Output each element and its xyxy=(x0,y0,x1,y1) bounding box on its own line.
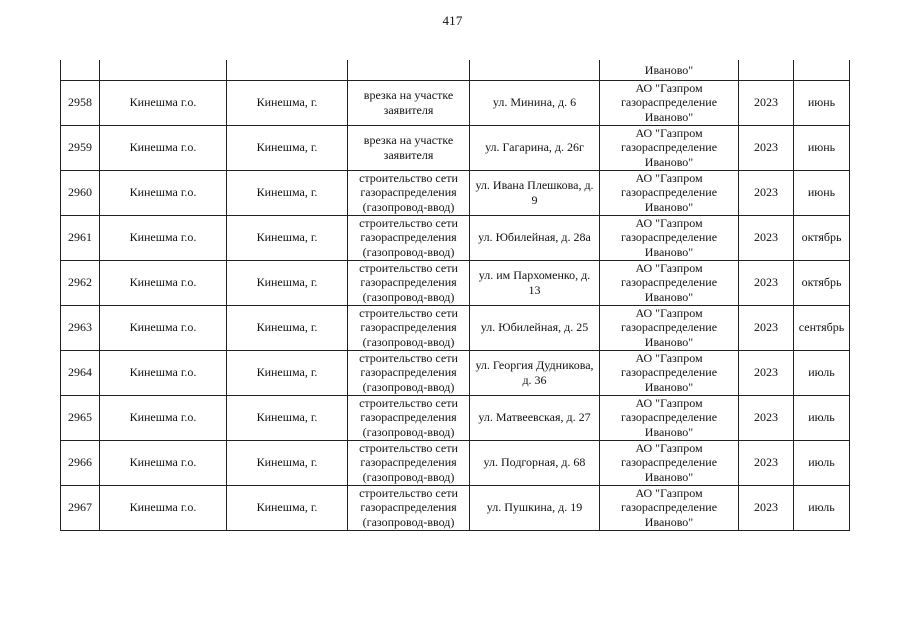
table-row xyxy=(61,125,850,170)
cell-organization: АО "Газпром газораспределение Иваново" xyxy=(600,305,739,350)
cell-settlement xyxy=(227,60,348,80)
cell-number: 2959 xyxy=(61,125,100,170)
cell-address: ул. Гагарина, д. 26г xyxy=(470,125,600,170)
cell-month: июль xyxy=(794,485,850,530)
cell-number xyxy=(61,60,100,80)
table-row xyxy=(61,215,850,260)
cell-settlement: Кинешма, г. xyxy=(227,125,348,170)
cell-month: июль xyxy=(794,440,850,485)
cell-number: 2962 xyxy=(61,260,100,305)
cell-work xyxy=(348,60,470,80)
cell-address: ул. им Пархоменко, д. 13 xyxy=(470,260,600,305)
cell-number: 2965 xyxy=(61,395,100,440)
cell-year: 2023 xyxy=(739,305,794,350)
cell-work: врезка на участке заявителя xyxy=(348,125,470,170)
cell-district: Кинешма г.о. xyxy=(100,485,227,530)
cell-year: 2023 xyxy=(739,485,794,530)
cell-month: июнь xyxy=(794,125,850,170)
cell-address: ул. Матвеевская, д. 27 xyxy=(470,395,600,440)
cell-address: ул. Юбилейная, д. 28а xyxy=(470,215,600,260)
cell-work: врезка на участке заявителя xyxy=(348,80,470,125)
cell-work: строительство сети газораспределения (газопровод-ввод) xyxy=(348,215,470,260)
cell-settlement: Кинешма, г. xyxy=(227,395,348,440)
cell-organization: АО "Газпром газораспределение Иваново" xyxy=(600,80,739,125)
cell-settlement: Кинешма, г. xyxy=(227,215,348,260)
cell-district: Кинешма г.о. xyxy=(100,215,227,260)
cell-address: ул. Пушкина, д. 19 xyxy=(470,485,600,530)
cell-settlement: Кинешма, г. xyxy=(227,305,348,350)
cell-work: строительство сети газораспределения (газопровод-ввод) xyxy=(348,485,470,530)
cell-month: октябрь xyxy=(794,260,850,305)
cell-district: Кинешма г.о. xyxy=(100,170,227,215)
cell-address: ул. Ивана Плешкова, д. 9 xyxy=(470,170,600,215)
cell-number: 2961 xyxy=(61,215,100,260)
table-row xyxy=(61,170,850,215)
table-row xyxy=(61,485,850,530)
table-row xyxy=(61,440,850,485)
cell-organization: АО "Газпром газораспределение Иваново" xyxy=(600,395,739,440)
cell-organization: АО "Газпром газораспределение Иваново" xyxy=(600,215,739,260)
cell-work: строительство сети газораспределения (газопровод-ввод) xyxy=(348,440,470,485)
cell-organization: АО "Газпром газораспределение Иваново" xyxy=(600,125,739,170)
cell-organization: Иваново" xyxy=(600,60,739,80)
cell-month: сентябрь xyxy=(794,305,850,350)
page-number: 417 xyxy=(442,13,463,28)
cell-organization: АО "Газпром газораспределение Иваново" xyxy=(600,485,739,530)
cell-month: октябрь xyxy=(794,215,850,260)
table-row xyxy=(61,350,850,395)
cell-settlement: Кинешма, г. xyxy=(227,350,348,395)
cell-district: Кинешма г.о. xyxy=(100,350,227,395)
table-row xyxy=(61,395,850,440)
cell-month: июнь xyxy=(794,80,850,125)
cell-number: 2967 xyxy=(61,485,100,530)
cell-year: 2023 xyxy=(739,80,794,125)
cell-district: Кинешма г.о. xyxy=(100,440,227,485)
cell-work: строительство сети газораспределения (газопровод-ввод) xyxy=(348,395,470,440)
cell-number: 2966 xyxy=(61,440,100,485)
table-body xyxy=(61,60,850,530)
table-row xyxy=(61,260,850,305)
cell-number: 2958 xyxy=(61,80,100,125)
cell-district xyxy=(100,60,227,80)
table-row xyxy=(61,305,850,350)
cell-organization: АО "Газпром газораспределение Иваново" xyxy=(600,170,739,215)
gasification-table xyxy=(60,60,850,531)
cell-organization: АО "Газпром газораспределение Иваново" xyxy=(600,260,739,305)
cell-year: 2023 xyxy=(739,125,794,170)
table-row-continued xyxy=(61,60,850,80)
cell-settlement: Кинешма, г. xyxy=(227,170,348,215)
cell-work: строительство сети газораспределения (газопровод-ввод) xyxy=(348,350,470,395)
cell-address: ул. Юбилейная, д. 25 xyxy=(470,305,600,350)
cell-year: 2023 xyxy=(739,440,794,485)
cell-address xyxy=(470,60,600,80)
cell-district: Кинешма г.о. xyxy=(100,395,227,440)
cell-district: Кинешма г.о. xyxy=(100,305,227,350)
cell-year: 2023 xyxy=(739,395,794,440)
cell-number: 2960 xyxy=(61,170,100,215)
cell-number: 2964 xyxy=(61,350,100,395)
cell-organization: АО "Газпром газораспределение Иваново" xyxy=(600,440,739,485)
cell-month: июль xyxy=(794,395,850,440)
cell-month: июнь xyxy=(794,170,850,215)
cell-month: июль xyxy=(794,350,850,395)
cell-address: ул. Подгорная, д. 68 xyxy=(470,440,600,485)
cell-settlement: Кинешма, г. xyxy=(227,260,348,305)
cell-district: Кинешма г.о. xyxy=(100,125,227,170)
cell-month xyxy=(794,60,850,80)
cell-district: Кинешма г.о. xyxy=(100,80,227,125)
cell-settlement: Кинешма, г. xyxy=(227,485,348,530)
cell-year: 2023 xyxy=(739,215,794,260)
cell-settlement: Кинешма, г. xyxy=(227,80,348,125)
cell-organization: АО "Газпром газораспределение Иваново" xyxy=(600,350,739,395)
cell-number: 2963 xyxy=(61,305,100,350)
cell-year xyxy=(739,60,794,80)
cell-address: ул. Георгия Дудникова, д. 36 xyxy=(470,350,600,395)
cell-settlement: Кинешма, г. xyxy=(227,440,348,485)
cell-district: Кинешма г.о. xyxy=(100,260,227,305)
table-row xyxy=(61,80,850,125)
cell-year: 2023 xyxy=(739,260,794,305)
cell-address: ул. Минина, д. 6 xyxy=(470,80,600,125)
cell-work: строительство сети газораспределения (газопровод-ввод) xyxy=(348,170,470,215)
cell-work: строительство сети газораспределения (газопровод-ввод) xyxy=(348,260,470,305)
cell-year: 2023 xyxy=(739,350,794,395)
cell-year: 2023 xyxy=(739,170,794,215)
cell-work: строительство сети газораспределения (газопровод-ввод) xyxy=(348,305,470,350)
